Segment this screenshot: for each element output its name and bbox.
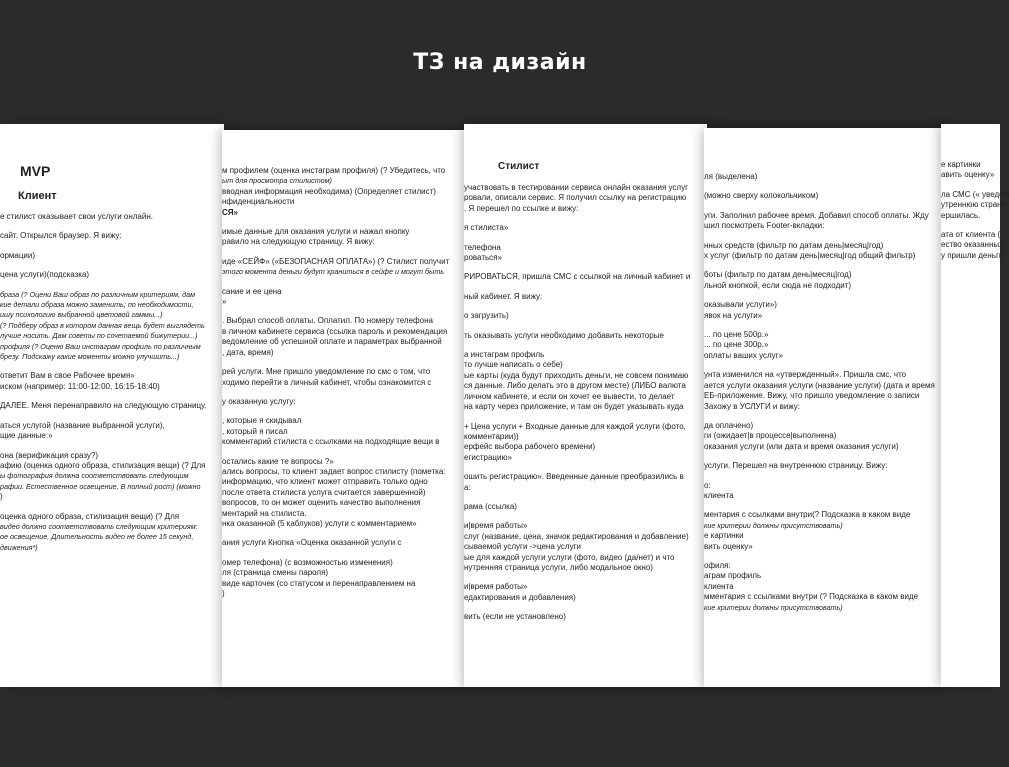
text-line: кие детали образа можно заменить; по необходимости, xyxy=(0,300,194,310)
text-line: оплаты ваших услуг» xyxy=(704,350,784,360)
text-line: мментария с ссылками внутри (? Подсказка в каком виде xyxy=(704,592,919,602)
text-line: вить оценку» xyxy=(704,541,753,551)
text-line: ормации) xyxy=(0,250,36,260)
text-line: браза (? Оцени Ваш образ по различным критериям, дам xyxy=(0,289,196,299)
text-line: ... по цене 500р.» xyxy=(704,330,769,340)
text-line: кие критерии должны присутствовать) xyxy=(704,602,843,612)
text-line: Захожу в УСЛУГИ и вижу: xyxy=(704,401,800,411)
text-line: роваться» xyxy=(464,253,502,263)
text-line: . Выбрал способ оплаты. Оплатил. По номеру телефона xyxy=(222,316,433,326)
text-line: оказания услуги (или дата и время оказания услуги) xyxy=(704,441,899,451)
text-line: оказывали услуги») xyxy=(704,300,777,310)
text-line: омер телефона) (с возможностью изменения) xyxy=(222,557,393,567)
text-line: участвовать в тестировании сервиса онлайн оказания услуг xyxy=(464,183,689,192)
text-line: кие критерии должны присутствовать) xyxy=(704,520,843,530)
text-line: е картинки xyxy=(941,160,981,169)
text-line: видео должно соответствовать следующим критериям: xyxy=(0,521,198,531)
text-line: . Я перешел по ссылке и вижу: xyxy=(464,203,579,213)
text-line: нфиденциальности xyxy=(222,197,295,207)
text-line: ответит Вам в свое Рабочее время» xyxy=(0,371,135,381)
text-line: то лучше написать о себе) xyxy=(464,360,563,370)
text-line: сайт. Открылся браузер. Я вижу: xyxy=(0,231,122,241)
text-line: ментарий на стилиста. xyxy=(222,508,307,518)
text-line: ыт для просмотра стилистом) xyxy=(222,176,332,186)
text-line: ментария с ссылками внутри(? Подсказка в каком виде xyxy=(704,510,911,520)
text-line: (? Подберу образ в котором данная вещь будет выглядеть xyxy=(0,320,205,330)
text-line: ЕБ-приложение. Вижу, что пришло уведомление о записи xyxy=(704,391,920,401)
text-line: ое освещение, Длительность видео не более 15 секунд, xyxy=(0,532,194,542)
document-page-1 xyxy=(0,124,224,687)
text-line: этого момента деньги будут храниться в сейфе и могут быть xyxy=(222,267,445,277)
document-collage xyxy=(0,124,1009,687)
text-line: у пришли деньги xyxy=(941,250,1004,260)
text-line: цена услуги)(подсказка) xyxy=(0,270,90,280)
text-line: щие данные:» xyxy=(0,431,53,441)
text-line: РИРОВАТЬСЯ, пришла СМС с ссылкой на личный кабинет и xyxy=(464,272,691,282)
text-line: боты (фильтр по датам день|месяц|год) xyxy=(704,270,852,280)
text-line: остались какие те вопросы ?» xyxy=(222,456,334,466)
text-line: аграм профиль xyxy=(704,571,762,581)
text-line: ся данные. Либо делать это в другом месте) (ЛИБО валюта xyxy=(464,381,686,391)
text-line: ла СМС (« уведом xyxy=(941,189,1009,199)
text-line: ания услуги Кнопка «Оценка оказанной услуги с xyxy=(222,538,402,548)
text-line: е стилист оказывает свои услуги онлайн. xyxy=(0,212,153,221)
text-line: егистрацию» xyxy=(464,452,512,462)
text-line: офиля: xyxy=(704,560,731,570)
text-line: Стилист xyxy=(498,161,540,172)
text-line: авить оценку» xyxy=(941,170,995,180)
text-line: клиента xyxy=(704,581,734,591)
text-line: сание и ее цена xyxy=(222,286,282,296)
text-line: в личном кабинете сервиса (ссылка пароль и рекомендация xyxy=(222,326,448,336)
text-line: Клиент xyxy=(18,190,57,202)
text-line: ... по цене 300р.» xyxy=(704,340,769,350)
text-line: ги (ожидает|в процессе|выполнена) xyxy=(704,431,837,441)
text-line: нных средств (фильтр по датам день|месяц|год) xyxy=(704,240,884,250)
text-line: вводная информация необходима) (Определяет стилист) xyxy=(222,186,436,196)
text-line: х услуг (фильтр по датам день|месяц|год общий фильтр) xyxy=(704,251,916,261)
text-line: ерфейс выбора рабочего времени) xyxy=(464,442,596,452)
text-line: а инстаграм профиль xyxy=(464,350,545,360)
text-line: брезу. Подскажу какие моменты можно улучшить...) xyxy=(0,352,180,362)
text-line: льной кнопкой, если сюда не подходит) xyxy=(704,280,852,290)
text-line: (можно сверху колокольчиком) xyxy=(704,191,819,201)
text-line: утреннюю страни xyxy=(941,200,1007,210)
text-line: , которые я скидывал xyxy=(222,416,302,426)
text-line: ата от клиента ( xyxy=(941,230,1001,240)
text-line: рей услуги. Мне пришло уведомление по смс о том, что xyxy=(222,367,431,377)
text-line: е картинки xyxy=(704,531,744,541)
text-line: нутренняя страница услуги, либо модальное окно) xyxy=(464,562,653,572)
text-line: имые данные для оказания услуги и нажал кнопку xyxy=(222,227,410,237)
page-4-content xyxy=(704,172,935,613)
text-line: и|время работы» xyxy=(464,582,528,592)
text-line: ается услуги оказания услуги (название услуги) (дата и время xyxy=(704,380,935,390)
text-line: личном кабинете, и если он хочет ее вывести, то делает xyxy=(464,391,675,401)
text-line: а: xyxy=(464,482,471,492)
text-line: информацию, что клиент может отправить только одно xyxy=(222,477,428,487)
text-line: ались вопросы, то клиент задает вопрос стилисту (пометка: xyxy=(222,466,446,476)
text-line: равило на следующую страницу. Я вижу: xyxy=(222,237,375,247)
text-line: услуги. Перешел на внутреннюю страницу. Вижу: xyxy=(704,461,888,471)
text-line: ые карты (куда будут приходить деньги, не совсем понимаю xyxy=(464,370,689,380)
text-line: ые для каждой услуги услуги (фото, видео (да/нет) и что xyxy=(464,552,675,562)
text-line: клиента xyxy=(704,490,734,500)
text-line: на карту через приложение, и там он будет указывать куда xyxy=(464,402,684,412)
text-line: ершилась. xyxy=(941,210,981,220)
text-line: ) xyxy=(0,492,3,502)
text-line: иде «СЕЙФ» («БЕЗОПАСНАЯ ОПЛАТА») (? Стилист получит xyxy=(222,256,450,266)
text-line: ходимо перейти в личный кабинет, чтобы ознакомится с xyxy=(222,377,432,387)
text-line: ведомление об успешной оплате и параметрах выбранной xyxy=(222,337,442,347)
text-line: комментарии)) xyxy=(464,431,519,441)
page-5-content xyxy=(941,160,1009,261)
page-1-content xyxy=(0,162,206,553)
text-line: ишу психологию выбранной цветовой гаммы...) xyxy=(0,310,163,320)
text-line: виде карточек (со статусом и перенаправлением на xyxy=(222,578,416,588)
text-line: после ответа стилиста услуга считается завершенной) xyxy=(222,487,426,497)
text-line: она (верификация сразу?) xyxy=(0,450,99,460)
text-line: иском (например: 11:00-12:00, 16:15-18:40) xyxy=(0,381,160,391)
text-line: СЯ» xyxy=(222,207,238,217)
text-line: рама (ссылка) xyxy=(464,501,517,511)
document-page-4 xyxy=(704,128,944,687)
text-line: о: xyxy=(704,480,711,490)
page-3-content xyxy=(464,160,690,623)
text-line: движения*) xyxy=(0,542,38,552)
text-line: и|время работы» xyxy=(464,521,528,531)
text-line: ный кабинет. Я вижу: xyxy=(464,291,543,301)
text-line: шил посмотреть Footer-вкладки: xyxy=(704,221,825,231)
page-2-content xyxy=(222,166,449,599)
text-line: ество оказанных xyxy=(941,240,1004,250)
text-line: м профилем (оценка инстаграм профиля) (? Убедитесь, что xyxy=(222,166,446,175)
text-line: вить (если не установлено) xyxy=(464,612,566,622)
header-bar xyxy=(0,0,1000,124)
document-page-2 xyxy=(222,130,465,687)
text-line: ля (страница смены пароля) xyxy=(222,568,329,578)
text-line: едактирования и добавления) xyxy=(464,592,576,602)
text-line: явок на услуги» xyxy=(704,310,763,320)
text-line: ля (выделена) xyxy=(704,172,758,181)
text-line: да оплачено) xyxy=(704,420,754,430)
document-page-5 xyxy=(941,124,1009,687)
text-line: ровали, описали сервис. Я получил ссылку на регистрацию xyxy=(464,193,687,203)
text-line: я стилиста» xyxy=(464,223,509,233)
text-line: ДАЛЕЕ. Меня перенаправило на следующую страницу. xyxy=(0,401,207,411)
text-line: » xyxy=(222,297,227,307)
text-line: , дата, время) xyxy=(222,347,274,357)
text-line: оценка одного образа, стилизация вещи) (? Для xyxy=(0,511,180,521)
text-line: MVP xyxy=(20,163,51,179)
document-page-3 xyxy=(464,124,707,687)
text-line: лучше носить. Дам советы по сочетаемой бижутерии...) xyxy=(0,331,198,341)
text-line: нка оказанной (5 каблуков) услуги с комментарием» xyxy=(222,518,417,528)
text-line: сываемой услуги ->цена услуги xyxy=(464,542,581,552)
text-line: рафии. Естественное освещение, В полный рост) (можно xyxy=(0,481,201,491)
text-line: слуг (название, цена, значок редактирования и добавление) xyxy=(464,531,689,541)
text-line: , который я писал xyxy=(222,426,288,436)
text-line: ошить регистрацию». Введенные данные преобразились в xyxy=(464,472,684,482)
page-title: ТЗ на дизайн xyxy=(413,49,587,75)
text-line: ) xyxy=(222,589,225,598)
text-line: унта изменился на «утвержденный». Пришла смс, что xyxy=(704,370,907,380)
text-line: у оказанную услугу: xyxy=(222,396,296,406)
text-line: телефона xyxy=(464,242,501,252)
text-line: вопросов, то он может оценить качество выполнения xyxy=(222,498,421,508)
text-line: афию (оценка одного образа, стилизация вещи) (? Для xyxy=(0,460,206,470)
text-line: комментарий стилиста с ссылками на подходящие вещи в xyxy=(222,437,440,447)
text-line: профиля (? Оценю Ваш инстаграм профиль по различным xyxy=(0,341,201,351)
text-line: ы фотография должна соответствовать следующим xyxy=(0,471,189,481)
text-line: + Цена услуги + Входные данные для каждой услуги (фото, xyxy=(464,421,686,431)
text-line: о загрузить) xyxy=(464,311,509,321)
text-line: уги. Заполнил рабочее время. Добавил способ оплаты. Жду xyxy=(704,210,929,220)
footer-bar xyxy=(0,687,1000,767)
text-line: ть оказывать услуги необходимо добавить некоторые xyxy=(464,330,664,340)
text-line: аться услугой (название выбранной услуги), xyxy=(0,420,165,430)
